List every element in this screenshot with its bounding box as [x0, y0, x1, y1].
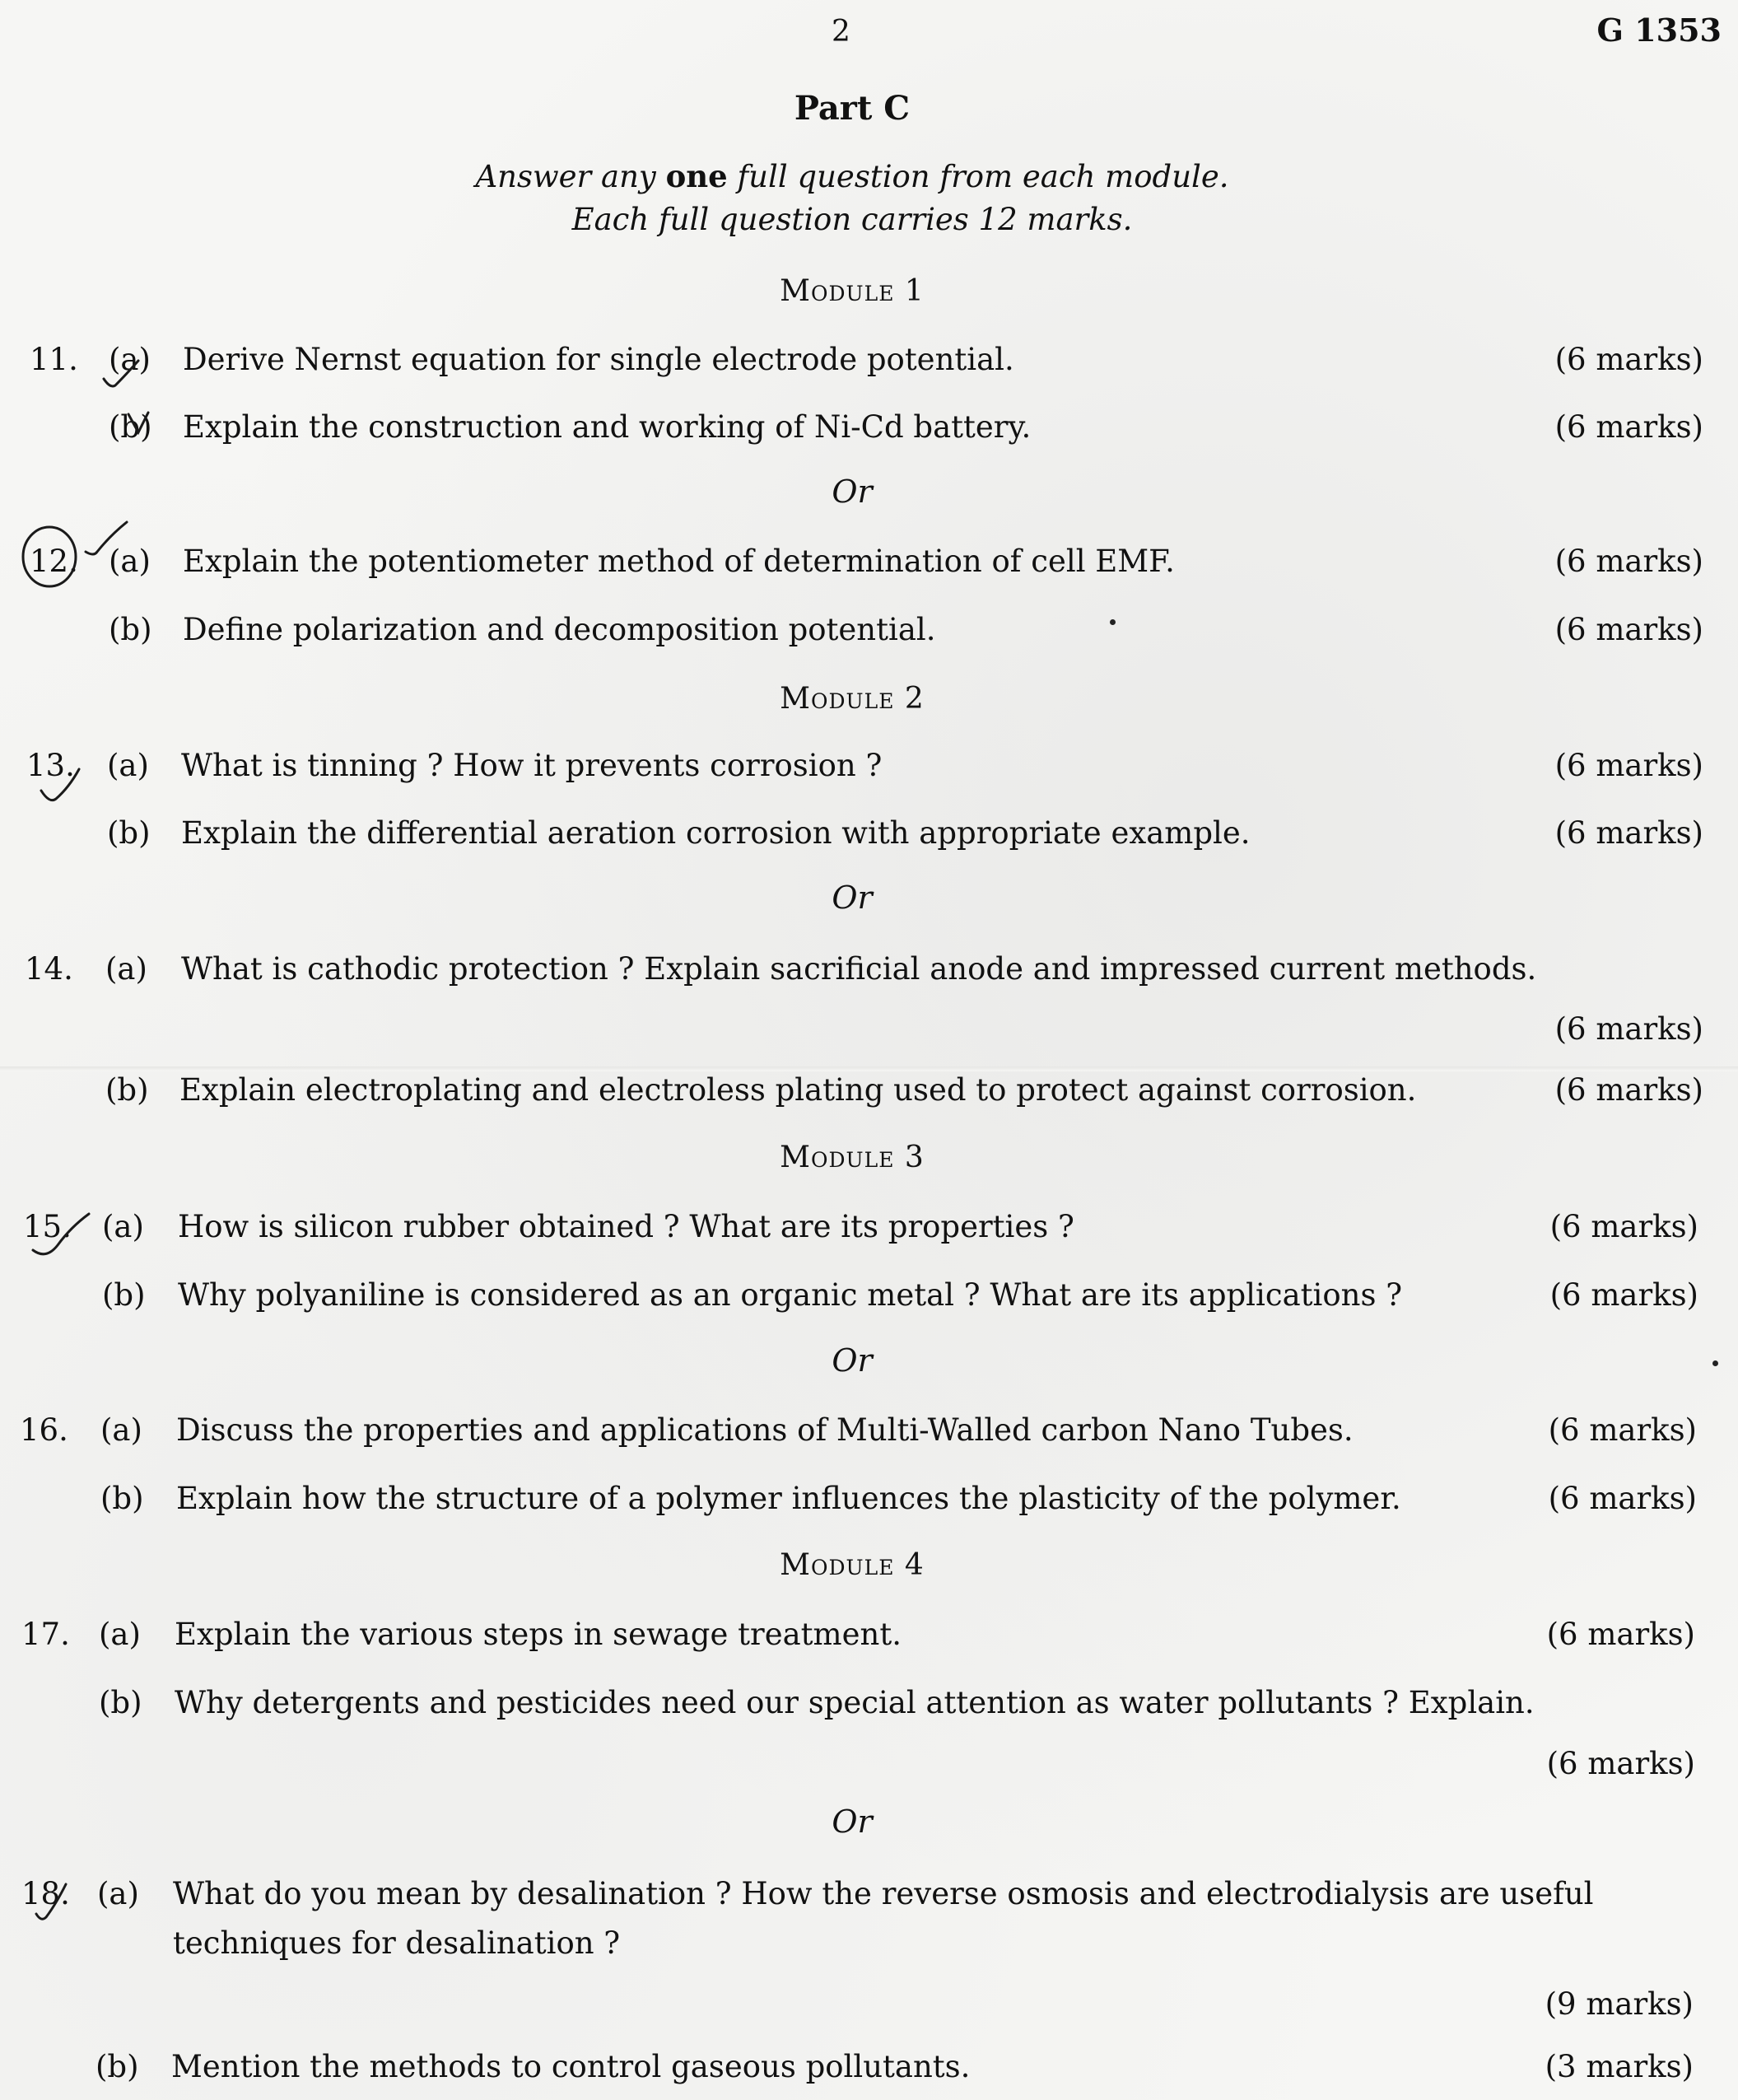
part-label: (a) — [100, 1412, 142, 1448]
page-fold — [0, 1066, 1738, 1071]
question-text: Explain how the structure of a polymer influences the plasticity of the polymer. — [176, 1481, 1401, 1516]
question-text: How is silicon rubber obtained ? What are its properties ? — [178, 1209, 1074, 1244]
module-heading: Module 2 — [780, 682, 925, 716]
question-number: 12. — [30, 544, 78, 579]
paper-code: G 1353 — [1596, 12, 1722, 49]
question-number: 18. — [21, 1876, 70, 1911]
question-text: Explain electroplating and electroless plating used to protect against corrosion. — [179, 1072, 1417, 1108]
marks: (9 marks) — [1545, 1986, 1694, 2022]
marks: (6 marks) — [1554, 544, 1703, 579]
part-label: (b) — [109, 612, 152, 647]
or-separator: Or — [832, 880, 873, 916]
module-heading: Module 1 — [780, 274, 925, 308]
instruction-line-1: Answer any one full question from each module. — [475, 158, 1229, 194]
part-label: (b) — [105, 1072, 149, 1108]
question-number: 17. — [21, 1617, 70, 1652]
marks: (6 marks) — [1554, 342, 1703, 377]
tick-mark-icon — [25, 1868, 91, 1934]
question-text: Why detergents and pesticides need our special attention as water pollutants ? Explain. — [175, 1685, 1535, 1720]
question-text: Discuss the properties and applications of Multi-Walled carbon Nano Tubes. — [176, 1412, 1354, 1448]
marks: (3 marks) — [1545, 2049, 1694, 2084]
question-number: 15. — [23, 1209, 72, 1244]
question-text: What is tinning ? How it prevents corrosion ? — [181, 748, 883, 783]
marks: (6 marks) — [1549, 1277, 1698, 1313]
question-text: Explain the construction and working of Ni-Cd battery. — [183, 409, 1032, 445]
part-label: (a) — [102, 1209, 144, 1244]
question-number: 13. — [26, 748, 75, 783]
question-number: 11. — [30, 342, 78, 377]
or-separator: Or — [832, 474, 873, 510]
question-number: 14. — [25, 951, 73, 987]
part-title: Part C — [794, 89, 911, 128]
question-number: 16. — [20, 1412, 68, 1448]
question-text: Explain the differential aeration corrosion with appropriate example. — [181, 815, 1251, 851]
part-label: (a) — [107, 748, 149, 783]
or-separator: Or — [832, 1804, 873, 1840]
marks: (6 marks) — [1554, 1072, 1703, 1108]
page-number: 2 — [832, 15, 850, 49]
marks: (6 marks) — [1554, 612, 1703, 647]
part-label: (b) — [99, 1685, 142, 1720]
part-label: (b) — [100, 1481, 144, 1516]
question-text: What do you mean by desalination ? How the reverse osmosis and electrodialysis are useful — [173, 1876, 1594, 1911]
part-label: (a) — [105, 951, 147, 987]
part-label: (b) — [96, 2049, 139, 2084]
circle-mark-icon — [12, 519, 151, 593]
part-label: (a) — [109, 544, 151, 579]
question-text: Derive Nernst equation for single electrode potential. — [183, 342, 1014, 377]
marks: (6 marks) — [1548, 1412, 1697, 1448]
part-label: (b) — [109, 409, 152, 445]
tick-mark-icon — [123, 408, 156, 449]
question-text: Mention the methods to control gaseous pollutants. — [171, 2049, 971, 2084]
question-text: Why polyaniline is considered as an organic metal ? What are its applications ? — [178, 1277, 1403, 1313]
part-label: (b) — [102, 1277, 146, 1313]
part-label: (a) — [99, 1617, 141, 1652]
tick-mark-icon — [33, 766, 99, 815]
tick-mark-icon — [97, 354, 147, 395]
marks: (6 marks) — [1554, 1011, 1703, 1047]
marks: (6 marks) — [1546, 1746, 1695, 1781]
instruction-line-2: Each full question carries 12 marks. — [571, 202, 1133, 237]
question-text: Explain the potentiometer method of determination of cell EMF. — [183, 544, 1175, 579]
marks: (6 marks) — [1554, 748, 1703, 783]
module-heading: Module 3 — [780, 1141, 925, 1174]
marks: (6 marks) — [1548, 1481, 1697, 1516]
marks: (6 marks) — [1546, 1617, 1695, 1652]
question-text: What is cathodic protection ? Explain sacrificial anode and impressed current methods. — [181, 951, 1537, 987]
or-separator: Or — [832, 1342, 873, 1379]
ink-dot — [1712, 1360, 1718, 1366]
question-text-continued: techniques for desalination ? — [173, 1925, 621, 1961]
tick-mark-icon — [30, 1202, 104, 1268]
marks: (6 marks) — [1554, 815, 1703, 851]
part-label: (b) — [107, 815, 151, 851]
question-text: Define polarization and decomposition potential. — [183, 612, 936, 647]
marks: (6 marks) — [1549, 1209, 1698, 1244]
marks: (6 marks) — [1554, 409, 1703, 445]
part-label: (a) — [109, 342, 151, 377]
part-label: (a) — [97, 1876, 139, 1911]
module-heading: Module 4 — [780, 1548, 925, 1582]
ink-dot — [1110, 619, 1116, 625]
question-text: Explain the various steps in sewage treatment. — [175, 1617, 902, 1652]
